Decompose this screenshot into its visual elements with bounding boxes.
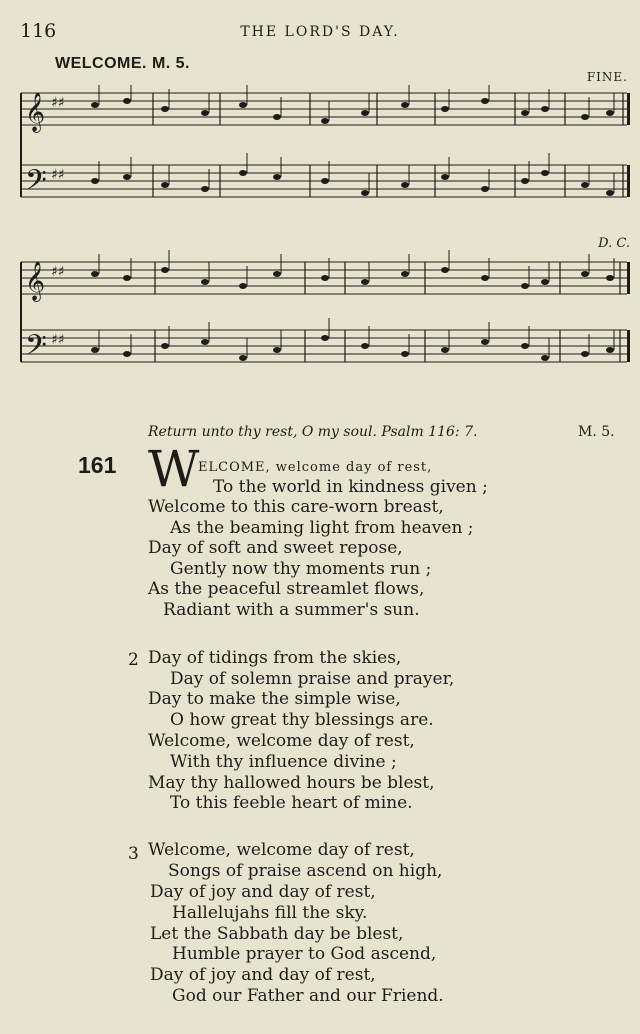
verse-line: Welcome to this care-worn breast, xyxy=(148,497,444,517)
note-head xyxy=(91,347,99,353)
note-head xyxy=(401,102,409,108)
note-head xyxy=(481,275,489,281)
note-head xyxy=(581,182,589,188)
note-head xyxy=(273,114,281,120)
note-head xyxy=(239,170,247,176)
note-head xyxy=(606,190,614,196)
note-head xyxy=(123,275,131,281)
verse-line: Day to make the simple wise, xyxy=(148,689,401,709)
note-head xyxy=(161,182,169,188)
verse-number: 3 xyxy=(128,844,139,864)
verse-line: With thy influence divine ; xyxy=(170,752,397,772)
note-head xyxy=(401,182,409,188)
verse-line: Hallelujahs fill the sky. xyxy=(172,903,368,923)
verse-line: Radiant with a summer's sun. xyxy=(163,600,420,620)
note-head xyxy=(123,174,131,180)
note-head xyxy=(481,98,489,104)
note-head xyxy=(581,271,589,277)
epigraph-meter: M. 5. xyxy=(578,424,615,440)
verse-line: Welcome, welcome day of rest, xyxy=(148,840,415,860)
note-head xyxy=(239,102,247,108)
note-head xyxy=(91,271,99,277)
hymn-number: 161 xyxy=(78,452,117,478)
note-head xyxy=(91,102,99,108)
note-head xyxy=(521,343,529,349)
verse-line: To the world in kindness given ; xyxy=(213,477,488,497)
verse-line: Gently now thy moments run ; xyxy=(170,559,432,579)
note-head xyxy=(361,110,369,116)
treble-clef: 𝄞 xyxy=(25,92,46,132)
note-head xyxy=(541,355,549,361)
final-bar xyxy=(627,93,630,125)
note-head xyxy=(441,267,449,273)
verse-line: Day of soft and sweet repose, xyxy=(148,538,403,558)
final-bar xyxy=(627,330,630,362)
note-head xyxy=(123,98,131,104)
note-head xyxy=(273,271,281,277)
note-head xyxy=(361,343,369,349)
key-signature: ♯♯ xyxy=(51,167,65,183)
note-head xyxy=(161,106,169,112)
verse-line: Day of joy and day of rest, xyxy=(150,965,376,985)
note-head xyxy=(273,347,281,353)
note-head xyxy=(441,174,449,180)
epigraph: Return unto thy rest, O my soul. Psalm 116: 7. xyxy=(148,424,478,440)
drop-cap: W xyxy=(148,440,200,498)
note-head xyxy=(541,279,549,285)
first-line: ELCOME, welcome day of rest, xyxy=(198,460,433,475)
verse-line: As the peaceful streamlet flows, xyxy=(148,579,425,599)
note-head xyxy=(161,267,169,273)
note-head xyxy=(521,178,529,184)
verse-line: As the beaming light from heaven ; xyxy=(170,518,474,538)
note-head xyxy=(201,279,209,285)
note-head xyxy=(401,271,409,277)
verse-line: Songs of praise ascend on high, xyxy=(168,861,443,881)
note-head xyxy=(541,106,549,112)
tune-title: WELCOME. M. 5. xyxy=(55,55,190,72)
key-signature: ♯♯ xyxy=(51,332,65,348)
note-head xyxy=(161,343,169,349)
verse-line: Day of joy and day of rest, xyxy=(150,882,376,902)
note-head xyxy=(481,339,489,345)
note-head xyxy=(401,351,409,357)
verse-line: May thy hallowed hours be blest, xyxy=(148,773,435,793)
note-head xyxy=(201,186,209,192)
note-head xyxy=(521,110,529,116)
note-head xyxy=(201,110,209,116)
key-signature: ♯♯ xyxy=(51,95,65,111)
note-head xyxy=(581,351,589,357)
final-bar xyxy=(627,262,630,294)
note-head xyxy=(239,283,247,289)
page-number: 116 xyxy=(20,20,57,42)
note-head xyxy=(481,186,489,192)
verse-line: To this feeble heart of mine. xyxy=(170,793,413,813)
note-head xyxy=(321,118,329,124)
note-head xyxy=(201,339,209,345)
running-head: THE LORD'S DAY. xyxy=(240,24,400,40)
dc-label: D. C. xyxy=(598,236,630,251)
note-head xyxy=(581,114,589,120)
note-head xyxy=(321,178,329,184)
bass-clef: 𝄢 xyxy=(25,329,47,369)
verse-line: O how great thy blessings are. xyxy=(170,710,434,730)
bass-clef: 𝄢 xyxy=(25,164,47,204)
verse-line: Day of solemn praise and prayer, xyxy=(170,669,455,689)
fine-label: FINE. xyxy=(586,70,628,84)
note-head xyxy=(239,355,247,361)
note-head xyxy=(123,351,131,357)
verse-line: Humble prayer to God ascend, xyxy=(172,944,437,964)
key-signature: ♯♯ xyxy=(51,264,65,280)
note-head xyxy=(606,110,614,116)
note-head xyxy=(441,347,449,353)
verse-line: Let the Sabbath day be blest, xyxy=(150,924,404,944)
note-head xyxy=(273,174,281,180)
note-head xyxy=(521,283,529,289)
verse-line: God our Father and our Friend. xyxy=(172,986,444,1006)
note-head xyxy=(361,279,369,285)
verse-number: 2 xyxy=(128,650,139,670)
verse-line: Day of tidings from the skies, xyxy=(148,648,402,668)
final-bar xyxy=(627,165,630,197)
note-head xyxy=(441,106,449,112)
note-head xyxy=(361,190,369,196)
music-score xyxy=(15,85,635,380)
note-head xyxy=(91,178,99,184)
note-head xyxy=(606,275,614,281)
verse-line: Welcome, welcome day of rest, xyxy=(148,731,415,751)
note-head xyxy=(606,347,614,353)
treble-clef: 𝄞 xyxy=(25,261,46,301)
note-head xyxy=(321,275,329,281)
note-head xyxy=(541,170,549,176)
note-head xyxy=(321,335,329,341)
